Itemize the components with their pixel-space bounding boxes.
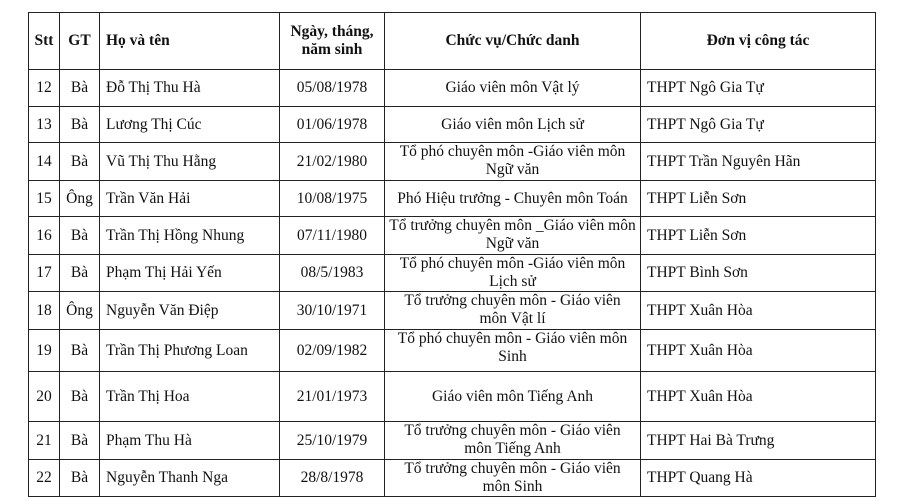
header-dob [280,13,385,70]
cell-gt: Bà [60,70,100,107]
table-row [29,143,876,181]
cell-position: Tổ trưởng chuyên môn _Giáo viên môn Ngữ văn [385,217,641,255]
cell-unit: THPT Ngô Gia Tự [641,107,876,143]
cell-name: Nguyễn Thanh Nga [100,460,280,497]
cell-dob: 08/5/1983 [280,255,385,292]
cell-gt: Bà [60,255,100,292]
cell-gt: Bà [60,330,100,372]
cell-dob: 21/02/1980 [280,143,385,181]
cell-stt: 13 [29,107,60,143]
table-row [29,217,876,255]
cell-stt: 20 [29,372,60,422]
cell-name: Vũ Thị Thu Hằng [100,143,280,181]
cell-name: Trần Thị Hồng Nhung [100,217,280,255]
cell-stt: 15 [29,181,60,217]
header-dob-line1: Ngày, tháng, [290,23,374,40]
header-stt: Stt [29,13,60,70]
cell-position: Tổ phó chuyên môn -Giáo viên môn Lịch sử [385,255,641,292]
cell-dob: 01/06/1978 [280,107,385,143]
cell-gt: Bà [60,143,100,181]
cell-dob: 30/10/1971 [280,292,385,330]
cell-dob: 07/11/1980 [280,217,385,255]
cell-gt: Ông [60,181,100,217]
table-row [29,460,876,497]
cell-unit: THPT Quang Hà [641,460,876,497]
cell-position: Giáo viên môn Vật lý [385,70,641,107]
cell-stt: 18 [29,292,60,330]
cell-dob: 28/8/1978 [280,460,385,497]
cell-gt: Bà [60,372,100,422]
cell-name: Lương Thị Cúc [100,107,280,143]
cell-stt: 22 [29,460,60,497]
table-row [29,181,876,217]
cell-unit: THPT Trần Nguyên Hãn [641,143,876,181]
cell-dob: 02/09/1982 [280,330,385,372]
header-name: Họ và tên [100,13,280,70]
cell-unit: THPT Xuân Hòa [641,330,876,372]
cell-position: Tổ phó chuyên môn -Giáo viên môn Ngữ văn [385,143,641,181]
cell-position: Tổ trưởng chuyên môn - Giáo viên môn Sinh [385,460,641,497]
cell-stt: 14 [29,143,60,181]
header-gt: GT [60,13,100,70]
cell-name: Đỗ Thị Thu Hà [100,70,280,107]
cell-stt: 21 [29,422,60,460]
table-row [29,422,876,460]
cell-position: Tổ trưởng chuyên môn - Giáo viên môn Tiếng Anh [385,422,641,460]
cell-unit: THPT Bình Sơn [641,255,876,292]
cell-dob: 21/01/1973 [280,372,385,422]
cell-name: Nguyễn Văn Điệp [100,292,280,330]
cell-name: Trần Thị Phương Loan [100,330,280,372]
staff-table [28,12,876,497]
cell-unit: THPT Liễn Sơn [641,217,876,255]
cell-position: Giáo viên môn Lịch sử [385,107,641,143]
cell-stt: 16 [29,217,60,255]
cell-unit: THPT Liễn Sơn [641,181,876,217]
cell-name: Trần Văn Hải [100,181,280,217]
cell-stt: 19 [29,330,60,372]
cell-gt: Ông [60,292,100,330]
cell-gt: Bà [60,460,100,497]
cell-dob: 05/08/1978 [280,70,385,107]
table-row [29,330,876,372]
cell-dob: 25/10/1979 [280,422,385,460]
cell-gt: Bà [60,217,100,255]
cell-stt: 17 [29,255,60,292]
cell-position: Phó Hiệu trưởng - Chuyên môn Toán [385,181,641,217]
cell-gt: Bà [60,422,100,460]
cell-gt: Bà [60,107,100,143]
cell-dob: 10/08/1975 [280,181,385,217]
cell-unit: THPT Hai Bà Trưng [641,422,876,460]
cell-position: Giáo viên môn Tiếng Anh [385,372,641,422]
cell-name: Trần Thị Hoa [100,372,280,422]
cell-name: Phạm Thu Hà [100,422,280,460]
table-row [29,70,876,107]
cell-position: Tổ phó chuyên môn - Giáo viên môn Sinh [385,330,641,372]
header-position: Chức vụ/Chức danh [385,13,641,70]
table-row [29,255,876,292]
table-row [29,292,876,330]
header-unit: Đơn vị công tác [641,13,876,70]
table-row [29,372,876,422]
cell-position: Tổ trưởng chuyên môn - Giáo viên môn Vật lí [385,292,641,330]
cell-stt: 12 [29,70,60,107]
cell-name: Phạm Thị Hải Yến [100,255,280,292]
table-row [29,107,876,143]
header-row [29,13,876,70]
cell-unit: THPT Xuân Hòa [641,292,876,330]
header-dob-line2: năm sinh [301,41,363,58]
cell-unit: THPT Ngô Gia Tự [641,70,876,107]
cell-unit: THPT Xuân Hòa [641,372,876,422]
